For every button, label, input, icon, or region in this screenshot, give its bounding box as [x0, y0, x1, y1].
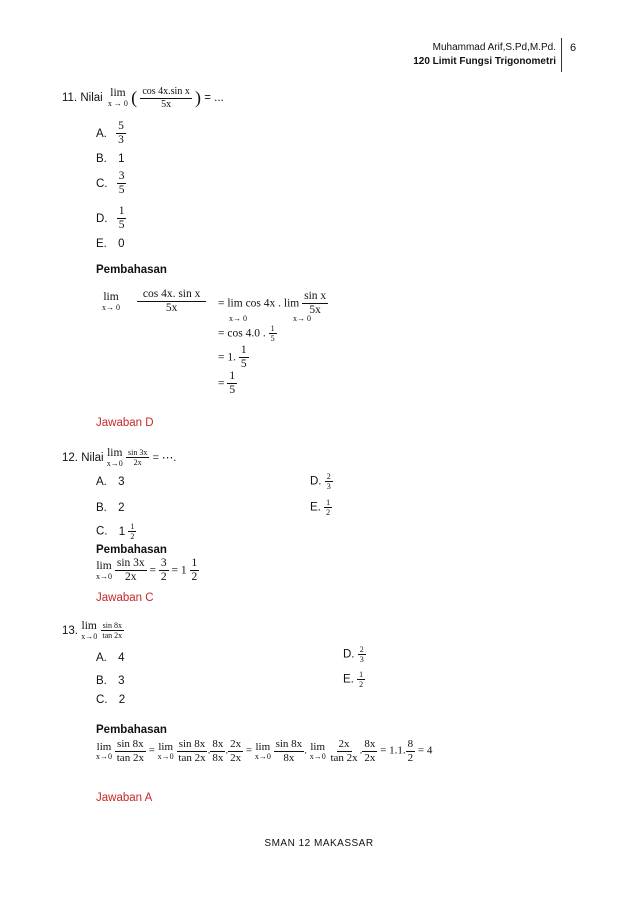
step3-num: 1: [239, 344, 249, 358]
q13-question: [62, 620, 124, 641]
sol-dot: .: [359, 744, 363, 757]
step1-text: = lim cos 4x . lim: [218, 297, 300, 310]
q13-option-c: [96, 694, 125, 706]
q11-limit: [108, 87, 128, 108]
header-divider: [561, 38, 562, 72]
sol-frac-6: [328, 738, 359, 764]
frac-num: 8: [407, 738, 414, 750]
option-den: 3: [326, 482, 331, 492]
sol-den: 2x: [125, 571, 137, 584]
q12-fraction: [126, 448, 149, 467]
option-label: D.: [343, 648, 355, 661]
option-den: 3: [118, 134, 124, 147]
q13-numerator: sin 8x: [102, 621, 122, 631]
q11-intro: Nilai: [80, 92, 103, 105]
q11-answer: Jawaban D: [96, 417, 154, 429]
sol-result-frac: [406, 738, 416, 764]
q12-tail: = ⋯.: [152, 451, 177, 464]
header-book-title: 120 Limit Fungsi Trigonometri: [413, 56, 556, 67]
option-fraction: [325, 472, 333, 491]
q11-fraction: [140, 86, 192, 110]
sol-frac2: [159, 557, 169, 584]
sol-limit-3: [255, 741, 271, 762]
option-num: 1: [117, 205, 127, 219]
sol-m-den: 2: [191, 571, 198, 584]
lim-label: lim: [96, 560, 112, 572]
option-value: 1: [118, 153, 125, 165]
q12-option-e: [310, 498, 332, 517]
option-label: C.: [96, 177, 108, 190]
sol-eq2: = 1: [171, 564, 187, 577]
sol-frac-1: [115, 738, 146, 764]
option-num: 5: [116, 120, 126, 134]
q12-number: 12.: [62, 451, 78, 464]
q11-step-4: [218, 370, 237, 397]
q13-option-b: [96, 675, 124, 687]
option-label: A.: [96, 652, 107, 664]
q12-option-a: [96, 476, 124, 488]
q12-option-d: [310, 472, 333, 491]
option-whole: 1: [118, 525, 126, 538]
sol-frac-7: [359, 738, 377, 764]
q13-fraction: [100, 621, 124, 640]
frac-den: tan 2x: [116, 751, 144, 764]
option-fraction: [324, 498, 332, 517]
lim-label: lim: [103, 291, 119, 303]
option-fraction: [128, 522, 136, 541]
q11-question: 11. Nilai lim x → 0 ( $\frac{\text{cos 4x.sin x}}{5x}$ ) = ...: [62, 86, 224, 110]
step4-num: 1: [227, 370, 237, 384]
option-num: 2: [359, 645, 364, 654]
sol-frac-2: [176, 738, 207, 764]
option-num: 1: [130, 522, 135, 531]
lim-sub: x→0: [106, 458, 123, 468]
sol-dot: .: [207, 744, 211, 757]
sol-m-num: 1: [190, 557, 200, 571]
frac-den: 2x: [230, 751, 242, 764]
sol-f-den: 2: [160, 571, 167, 584]
option-den: 5: [118, 184, 125, 197]
step3-text: = 1.: [218, 351, 236, 364]
option-den: 5: [118, 219, 125, 232]
frac-num: 8x: [212, 738, 224, 750]
sol-result: = 1.1.: [380, 744, 406, 757]
q11-numerator: cos 4x.sin x: [142, 86, 190, 97]
q13-option-d: [343, 645, 366, 664]
q13-number: 13.: [62, 624, 78, 637]
q11-option-b: [96, 153, 124, 165]
frac-den: 2: [407, 751, 414, 764]
q11-lim-label: lim: [110, 87, 126, 100]
q11-tail: = ...: [204, 92, 224, 105]
lim-sub: x→0: [96, 571, 112, 581]
option-label: B.: [96, 153, 107, 165]
q12-option-b: [96, 502, 124, 514]
option-label: A.: [96, 476, 107, 488]
page-number: 6: [570, 42, 577, 54]
option-fraction: [358, 645, 366, 664]
frac-den: 8x: [283, 751, 295, 764]
q12-discussion-title: Pembahasan: [96, 544, 167, 556]
option-fraction: [357, 670, 365, 689]
sol-limit: [96, 560, 112, 581]
option-label: A.: [96, 127, 107, 140]
q12-numerator: sin 3x: [127, 448, 148, 458]
q11-denominator: 5x: [161, 98, 172, 110]
lhs-fraction: [137, 288, 207, 315]
frac-num: 8x: [364, 738, 376, 750]
option-num: 1: [326, 498, 331, 507]
sol-frac-3: [207, 738, 225, 764]
step4-text: =: [218, 377, 225, 390]
option-value: 4: [118, 652, 125, 664]
step3-den: 5: [240, 358, 247, 371]
q11-option-a: [96, 120, 126, 147]
sol-limit-1: [96, 741, 112, 762]
q11-solution-lhs: [102, 288, 206, 315]
q13-discussion-title: Pembahasan: [96, 724, 167, 736]
option-label: B.: [96, 675, 107, 687]
step2-fraction: [269, 324, 277, 343]
q13-option-e: [343, 670, 365, 689]
option-value: 2: [118, 694, 126, 706]
option-label: C.: [96, 694, 108, 706]
lim-label: lim: [107, 447, 123, 459]
sol-limit-4: [310, 741, 326, 762]
sol-frac-5: [274, 738, 305, 764]
option-fraction: [116, 120, 126, 147]
option-value: 2: [118, 502, 125, 514]
q11-step-3: [218, 344, 249, 371]
sol-dot: .: [225, 744, 229, 757]
q11-lim-sub: x → 0: [107, 98, 128, 108]
frac-den: 8x: [212, 751, 224, 764]
lim-sub: x→ 0: [102, 302, 120, 312]
q11-step1-sub1: x→ 0: [229, 314, 247, 323]
option-fraction: [117, 205, 127, 232]
q12-answer: Jawaban C: [96, 592, 154, 604]
sol-limit-2: [158, 741, 174, 762]
sol-fraction: [115, 557, 147, 584]
q11-number: 11.: [62, 92, 78, 105]
frac-num: sin 8x: [178, 738, 206, 750]
frac-den: tan 2x: [178, 751, 206, 764]
option-fraction: [117, 170, 127, 197]
option-label: D.: [310, 475, 322, 488]
option-label: B.: [96, 502, 107, 514]
option-label: E.: [343, 673, 354, 686]
lim-sub: x→0: [254, 751, 271, 761]
frac-num: sin 8x: [117, 738, 144, 750]
lhs-den: 5x: [165, 302, 178, 315]
q12-option-c: [96, 522, 136, 541]
sol-eq1: =: [149, 564, 157, 577]
lim-sub: x→0: [309, 751, 326, 761]
option-label: C.: [96, 525, 108, 538]
sol-mixed: [190, 557, 200, 584]
q11-discussion-title: Pembahasan: [96, 264, 167, 276]
option-num: 2: [326, 472, 331, 481]
step1-num: sin x: [302, 290, 328, 304]
q12-limit: [107, 447, 123, 468]
q12-denominator: 2x: [133, 458, 142, 468]
option-label: D.: [96, 212, 108, 225]
q11-step-2: [218, 324, 277, 343]
option-den: 3: [359, 655, 364, 665]
q13-answer: Jawaban A: [96, 792, 153, 804]
frac-num: sin 8x: [275, 738, 303, 750]
lim-label: lim: [158, 740, 173, 753]
step3-fraction: [239, 344, 249, 371]
lim-label: lim: [310, 740, 326, 753]
sol-num: sin 3x: [115, 557, 147, 571]
footer-school: SMAN 12 MAKASSAR: [264, 838, 374, 849]
option-label: E.: [96, 238, 107, 250]
step4-den: 5: [229, 384, 236, 397]
option-den: 2: [130, 532, 135, 542]
lim-label: lim: [81, 620, 97, 632]
step4-fraction: [227, 370, 237, 397]
sol-final: = 4: [417, 744, 433, 757]
q11-option-e: [96, 238, 124, 250]
sol-eq: =: [245, 744, 253, 757]
frac-den: 2x: [364, 751, 376, 764]
lim-label: lim: [96, 740, 112, 753]
frac-num: 2x: [230, 738, 242, 750]
q12-question: [62, 447, 176, 468]
q13-option-a: [96, 652, 124, 664]
option-value: 3: [118, 675, 125, 687]
sol-frac-4: [228, 738, 243, 764]
step2-num: 1: [270, 324, 275, 333]
lhs-num: cos 4x. sin x: [137, 288, 207, 302]
lim-sub: x→0: [96, 751, 112, 761]
q13-limit: [81, 620, 97, 641]
option-den: 2: [359, 680, 364, 690]
step2-text: = cos 4.0 .: [218, 327, 266, 340]
option-den: 2: [326, 508, 331, 518]
frac-num: 2x: [338, 738, 350, 750]
frac-den: tan 2x: [330, 751, 358, 764]
step1-den: 5x: [309, 304, 321, 317]
q11-option-c: [96, 170, 126, 197]
lim-sub: x→0: [157, 751, 174, 761]
sol-eq: =: [148, 744, 155, 757]
header-author: Muhammad Arif,S.Pd,M.Pd.: [432, 42, 556, 53]
option-num: 3: [117, 170, 127, 184]
q11-step1-sub2: x→ 0: [293, 314, 311, 323]
q11-option-d: [96, 205, 126, 232]
lim-label: lim: [255, 740, 271, 753]
option-label: E.: [310, 501, 321, 514]
q13-solution: [96, 738, 432, 764]
q12-solution: [96, 557, 199, 584]
option-num: 1: [359, 670, 364, 679]
lim-sub: x→0: [81, 631, 98, 641]
q13-denominator: tan 2x: [102, 631, 123, 641]
step2-den: 5: [270, 334, 275, 344]
option-value: 3: [118, 476, 125, 488]
q12-intro: Nilai: [81, 451, 104, 464]
sol-dot: .: [304, 744, 307, 757]
sol-f-num: 3: [159, 557, 169, 571]
lhs-limit: [102, 291, 120, 312]
option-value: 0: [118, 238, 125, 250]
